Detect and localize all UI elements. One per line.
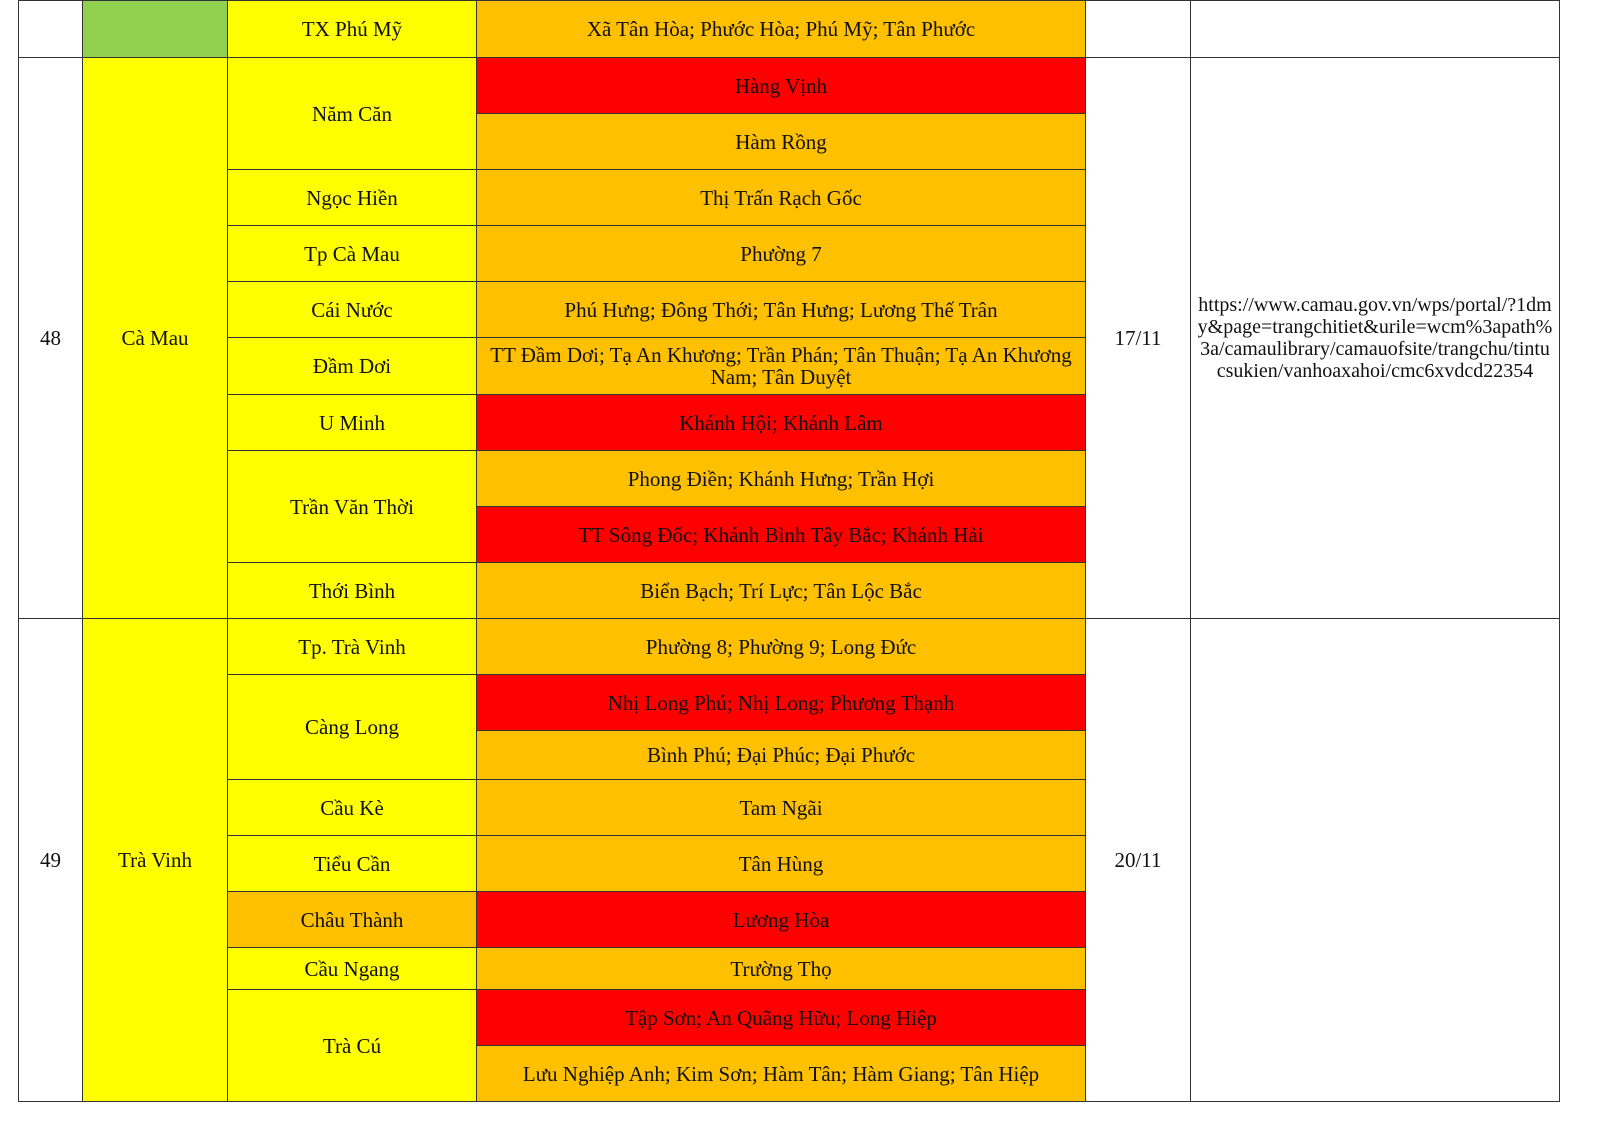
stt-cell: 48 bbox=[19, 58, 83, 619]
district-cell: Thới Bình bbox=[228, 563, 477, 619]
ward-cell: Bình Phú; Đại Phúc; Đại Phước bbox=[477, 731, 1086, 780]
ward-cell: Thị Trấn Rạch Gốc bbox=[477, 170, 1086, 226]
ward-cell: Hàng Vịnh bbox=[477, 58, 1086, 114]
district-cell: Càng Long bbox=[228, 675, 477, 780]
ward-cell: Tam Ngãi bbox=[477, 780, 1086, 836]
district-cell: Châu Thành bbox=[228, 892, 477, 948]
date-cell: 17/11 bbox=[1086, 58, 1191, 619]
district-cell: U Minh bbox=[228, 395, 477, 451]
date-cell bbox=[1086, 1, 1191, 58]
ward-cell: Khánh Hội; Khánh Lâm bbox=[477, 395, 1086, 451]
source-cell bbox=[1191, 1, 1560, 58]
table-row bbox=[19, 58, 1560, 114]
ward-cell: Trường Thọ bbox=[477, 948, 1086, 990]
source-link[interactable]: https://www.camau.gov.vn/wps/portal/?1dmy&page=trangchitiet&urile=wcm%3apath%3a/camaulibrary/camauofsite/trangchu/tintucsukien/vanhoaxahoi/cmc6xvdcd22354 bbox=[1191, 58, 1560, 619]
ward-cell: Tân Hùng bbox=[477, 836, 1086, 892]
ward-cell: TT Sông Đốc; Khánh Bình Tây Bắc; Khánh Hải bbox=[477, 507, 1086, 563]
district-cell: Trà Cú bbox=[228, 990, 477, 1102]
stt-cell bbox=[19, 1, 83, 58]
district-cell: Trần Văn Thời bbox=[228, 451, 477, 563]
district-cell: Đầm Dơi bbox=[228, 338, 477, 395]
ward-cell: Nhị Long Phú; Nhị Long; Phương Thạnh bbox=[477, 675, 1086, 731]
province-cell: Cà Mau bbox=[83, 58, 228, 619]
district-cell: Tiểu Cần bbox=[228, 836, 477, 892]
stt-cell: 49 bbox=[19, 619, 83, 1102]
ward-cell: Tập Sơn; An Quãng Hữu; Long Hiệp bbox=[477, 990, 1086, 1046]
locations-table bbox=[18, 0, 1560, 1102]
district-cell: Năm Căn bbox=[228, 58, 477, 170]
ward-cell: Phong Điền; Khánh Hưng; Trần Hợi bbox=[477, 451, 1086, 507]
district-cell: Tp. Trà Vinh bbox=[228, 619, 477, 675]
ward-cell: Phú Hưng; Đông Thới; Tân Hưng; Lương Thế Trân bbox=[477, 282, 1086, 338]
province-cell bbox=[83, 1, 228, 58]
district-cell: TX Phú Mỹ bbox=[228, 1, 477, 58]
table-row bbox=[19, 1, 1560, 58]
district-cell: Tp Cà Mau bbox=[228, 226, 477, 282]
ward-cell: Lưu Nghiệp Anh; Kim Sơn; Hàm Tân; Hàm Giang; Tân Hiệp bbox=[477, 1046, 1086, 1102]
district-cell: Cầu Kè bbox=[228, 780, 477, 836]
date-cell: 20/11 bbox=[1086, 619, 1191, 1102]
ward-cell: Biển Bạch; Trí Lực; Tân Lộc Bắc bbox=[477, 563, 1086, 619]
ward-cell: Lương Hòa bbox=[477, 892, 1086, 948]
ward-cell: Phường 8; Phường 9; Long Đức bbox=[477, 619, 1086, 675]
ward-cell: Hàm Rồng bbox=[477, 114, 1086, 170]
province-cell: Trà Vinh bbox=[83, 619, 228, 1102]
district-cell: Ngọc Hiền bbox=[228, 170, 477, 226]
source-cell bbox=[1191, 619, 1560, 1102]
district-cell: Cái Nước bbox=[228, 282, 477, 338]
ward-cell: Xã Tân Hòa; Phước Hòa; Phú Mỹ; Tân Phước bbox=[477, 1, 1086, 58]
ward-cell: TT Đầm Dơi; Tạ An Khương; Trần Phán; Tân Thuận; Tạ An Khương Nam; Tân Duyệt bbox=[477, 338, 1086, 395]
table-row bbox=[19, 619, 1560, 675]
ward-cell: Phường 7 bbox=[477, 226, 1086, 282]
district-cell: Cầu Ngang bbox=[228, 948, 477, 990]
